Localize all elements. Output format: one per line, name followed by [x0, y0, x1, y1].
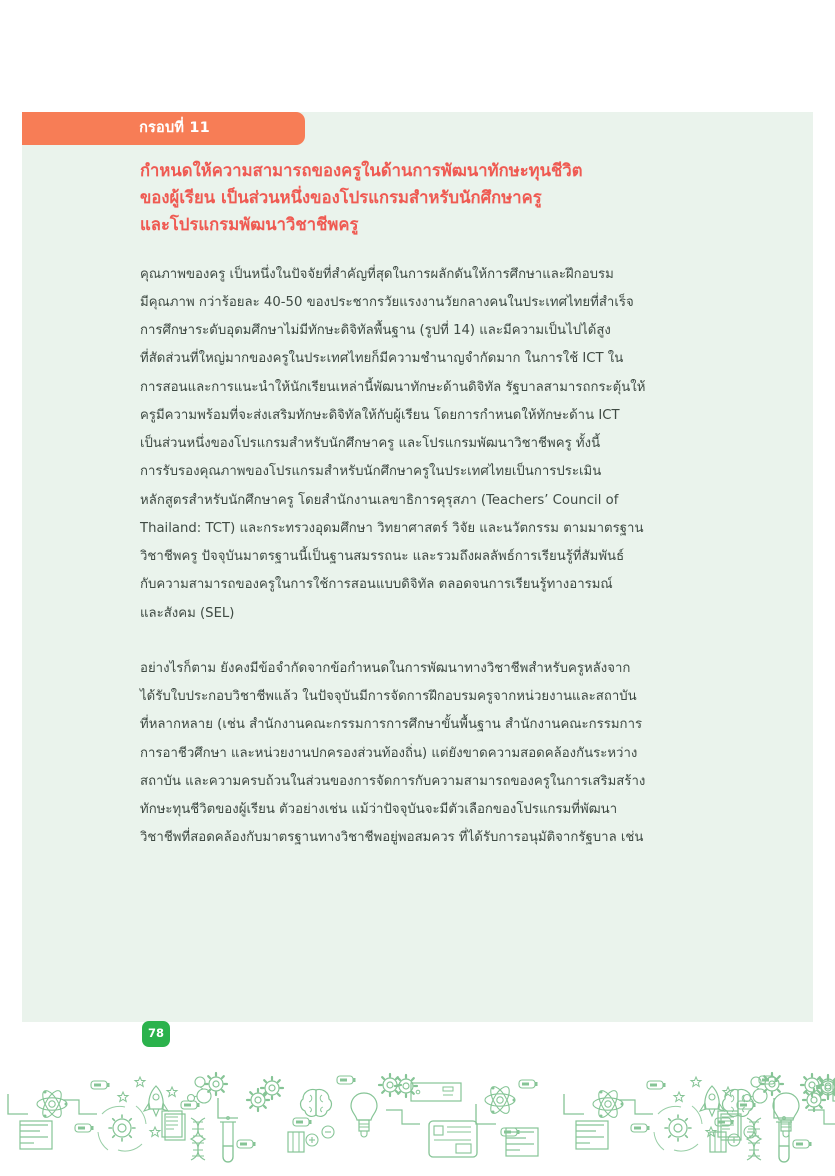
- title-line: ของผู้เรียน เป็นส่วนหนึ่งของโปรแกรมสำหรับนักศึกษาครู: [140, 187, 542, 207]
- page-number: 78: [147, 1026, 164, 1041]
- body-line: หลักสูตรสำหรับนักศึกษาครู โดยสำนักงานเลขาธิการคุรุสภา (Teachers’ Council of: [140, 492, 619, 508]
- body-line: การศึกษาระดับอุดมศึกษาไม่มีทักษะดิจิทัลพื้นฐาน (รูปที่ 14) และมีความเป็นไปได้สูง: [140, 323, 611, 339]
- body-line: ครูมีความพร้อมที่จะส่งเสริมทักษะดิจิทัลให้กับผู้เรียน โดยการกำหนดให้ทักษะด้าน ICT: [140, 407, 620, 423]
- body-line: การอาชีวศึกษา และหน่วยงานปกครองส่วนท้องถิ่น) แต่ยังขาดความสอดคล้องกันระหว่าง: [140, 745, 638, 761]
- body-line: ที่หลากหลาย (เช่น สำนักงานคณะกรรมการการศึกษาขั้นพื้นฐาน สำนักงานคณะกรรมการ: [140, 717, 643, 733]
- body-paragraph-1: [140, 261, 700, 628]
- footer-science-pattern-icon: [0, 1060, 835, 1176]
- body-line: และสังคม (SEL): [140, 605, 235, 621]
- body-line: การรับรองคุณภาพของโปรแกรมสำหรับนักศึกษาครูในประเทศไทยเป็นการประเมิน: [140, 464, 602, 480]
- body-line: Thailand: TCT) และกระทรวงอุดมศึกษา วิทยาศาสตร์ วิจัย และนวัตกรรม ตามมาตรฐาน: [140, 520, 644, 536]
- body-line: วิชาชีพครู ปัจจุบันมาตรฐานนี้เป็นฐานสมรรถนะ และรวมถึงผลลัพธ์การเรียนรู้ที่สัมพันธ์: [140, 549, 625, 565]
- body-line: กับความสามารถของครูในการใช้การสอนแบบดิจิทัล ตลอดจนการเรียนรู้ทางอารมณ์: [140, 577, 613, 593]
- info-box-tab: [22, 112, 305, 145]
- body-line: วิชาชีพที่สอดคล้องกับมาตรฐานทางวิชาชีพอยู่พอสมควร ที่ได้รับการอนุมัติจากรัฐบาล เช่น: [140, 830, 644, 846]
- footer-decoration: [0, 1060, 835, 1176]
- body-line: ที่สัดส่วนที่ใหญ่มากของครูในประเทศไทยก็มีความชำนาญจำกัดมาก ในการใช้ ICT ใน: [140, 351, 624, 367]
- page-number-badge: [142, 1021, 170, 1047]
- body-line: คุณภาพของครู เป็นหนึ่งในปัจจัยที่สำคัญที่สุดในการผลักดันให้การศึกษาและฝึกอบรม: [140, 266, 614, 282]
- body-line: อย่างไรก็ตาม ยังคงมีข้อจำกัดจากข้อกำหนดในการพัฒนาทางวิชาชีพสำหรับครูหลังจาก: [140, 660, 631, 676]
- body-line: ทักษะทุนชีวิตของผู้เรียน ตัวอย่างเช่น แม้ว่าปัจจุบันจะมีตัวเลือกของโปรแกรมที่พัฒนา: [140, 802, 618, 818]
- body-line: การสอนและการแนะนำให้นักเรียนเหล่านี้พัฒนาทักษะด้านดิจิทัล รัฐบาลสามารถกระตุ้นให้: [140, 379, 646, 395]
- body-line: เป็นส่วนหนึ่งของโปรแกรมสำหรับนักศึกษาครู และโปรแกรมพัฒนาวิชาชีพครู ทั้งนี้: [140, 436, 601, 452]
- info-box-content: [140, 158, 700, 853]
- info-box-title: [140, 158, 700, 239]
- body-paragraph-2: [140, 655, 700, 853]
- body-line: สถาบัน และความครบถ้วนในส่วนของการจัดการกับความสามารถของครูในการเสริมสร้าง: [140, 773, 646, 789]
- title-line: และโปรแกรมพัฒนาวิชาชีพครู: [140, 214, 359, 234]
- body-line: ได้รับใบประกอบวิชาชีพแล้ว ในปัจจุบันมีการจัดการฝึกอบรมครูจากหน่วยงานและสถาบัน: [140, 689, 637, 705]
- info-box-tab-label: กรอบที่ 11: [139, 120, 210, 137]
- body-line: มีคุณภาพ กว่าร้อยละ 40-50 ของประชากรวัยแรงงานวัยกลางคนในประเทศไทยที่สำเร็จ: [140, 294, 634, 310]
- title-line: กำหนดให้ความสามารถของครูในด้านการพัฒนาทักษะทุนชีวิต: [140, 161, 583, 180]
- paragraph-spacer: [140, 628, 700, 655]
